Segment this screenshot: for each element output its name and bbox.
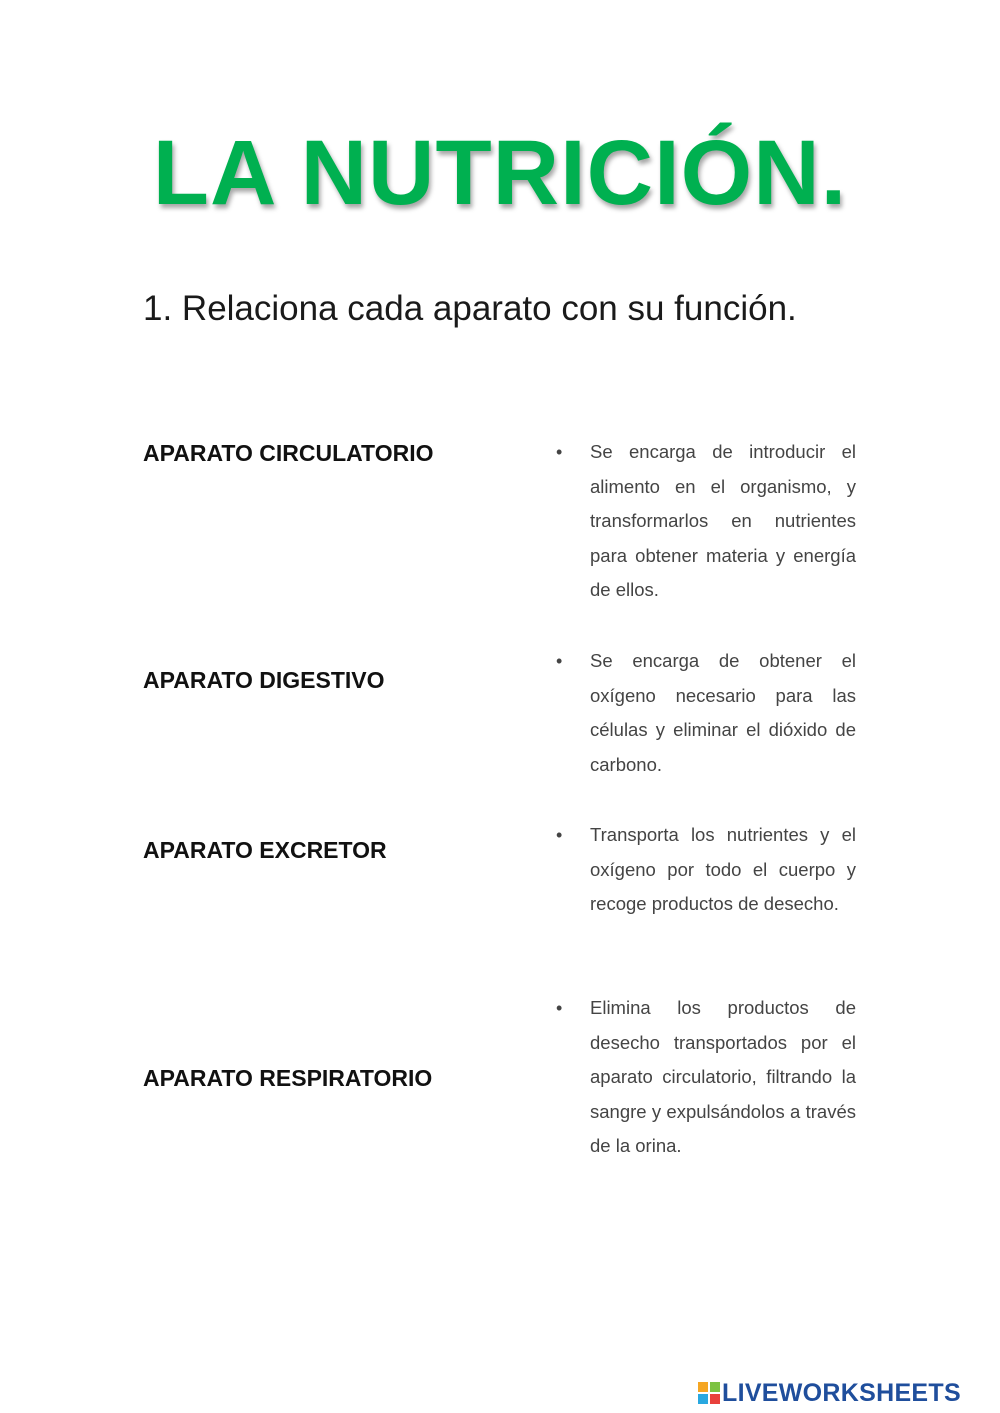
function-item-4 xyxy=(556,991,856,1164)
liveworksheets-logo-icon xyxy=(698,1382,720,1404)
function-item-1 xyxy=(556,435,856,608)
brand-name: LIVEWORKSHEETS xyxy=(722,1379,961,1407)
function-text-3: Transporta los nutrientes y el oxígeno por todo el cuerpo y recoge productos de desecho. xyxy=(590,824,856,915)
bullet-marker: • xyxy=(556,998,563,1018)
system-label-circulatorio: APARATO CIRCULATORIO xyxy=(143,440,434,466)
system-label-excretor: APARATO EXCRETOR xyxy=(143,837,387,863)
system-label-digestivo: APARATO DIGESTIVO xyxy=(143,667,385,693)
bullet-marker: • xyxy=(556,825,563,845)
function-text-2: Se encarga de obtener el oxígeno necesario para las células y eliminar el dióxido de carbono. xyxy=(590,650,856,775)
function-text-1: Se encarga de introducir el alimento en el organismo, y transformarlos en nutrientes para obtener materia y energía de ellos. xyxy=(590,441,856,601)
brand-watermark xyxy=(698,1378,961,1408)
function-item-2 xyxy=(556,644,856,782)
function-text-4: Elimina los productos de desecho transportados por el aparato circulatorio, filtrando la sangre y expulsándolos a través de la orina. xyxy=(590,997,856,1157)
page-title: LA NUTRICIÓN. xyxy=(152,122,848,224)
exercise-instruction: 1. Relaciona cada aparato con su función. xyxy=(143,289,797,328)
bullet-marker: • xyxy=(556,651,563,671)
function-item-3 xyxy=(556,818,856,922)
system-label-respiratorio: APARATO RESPIRATORIO xyxy=(143,1065,433,1091)
bullet-marker: • xyxy=(556,442,563,462)
